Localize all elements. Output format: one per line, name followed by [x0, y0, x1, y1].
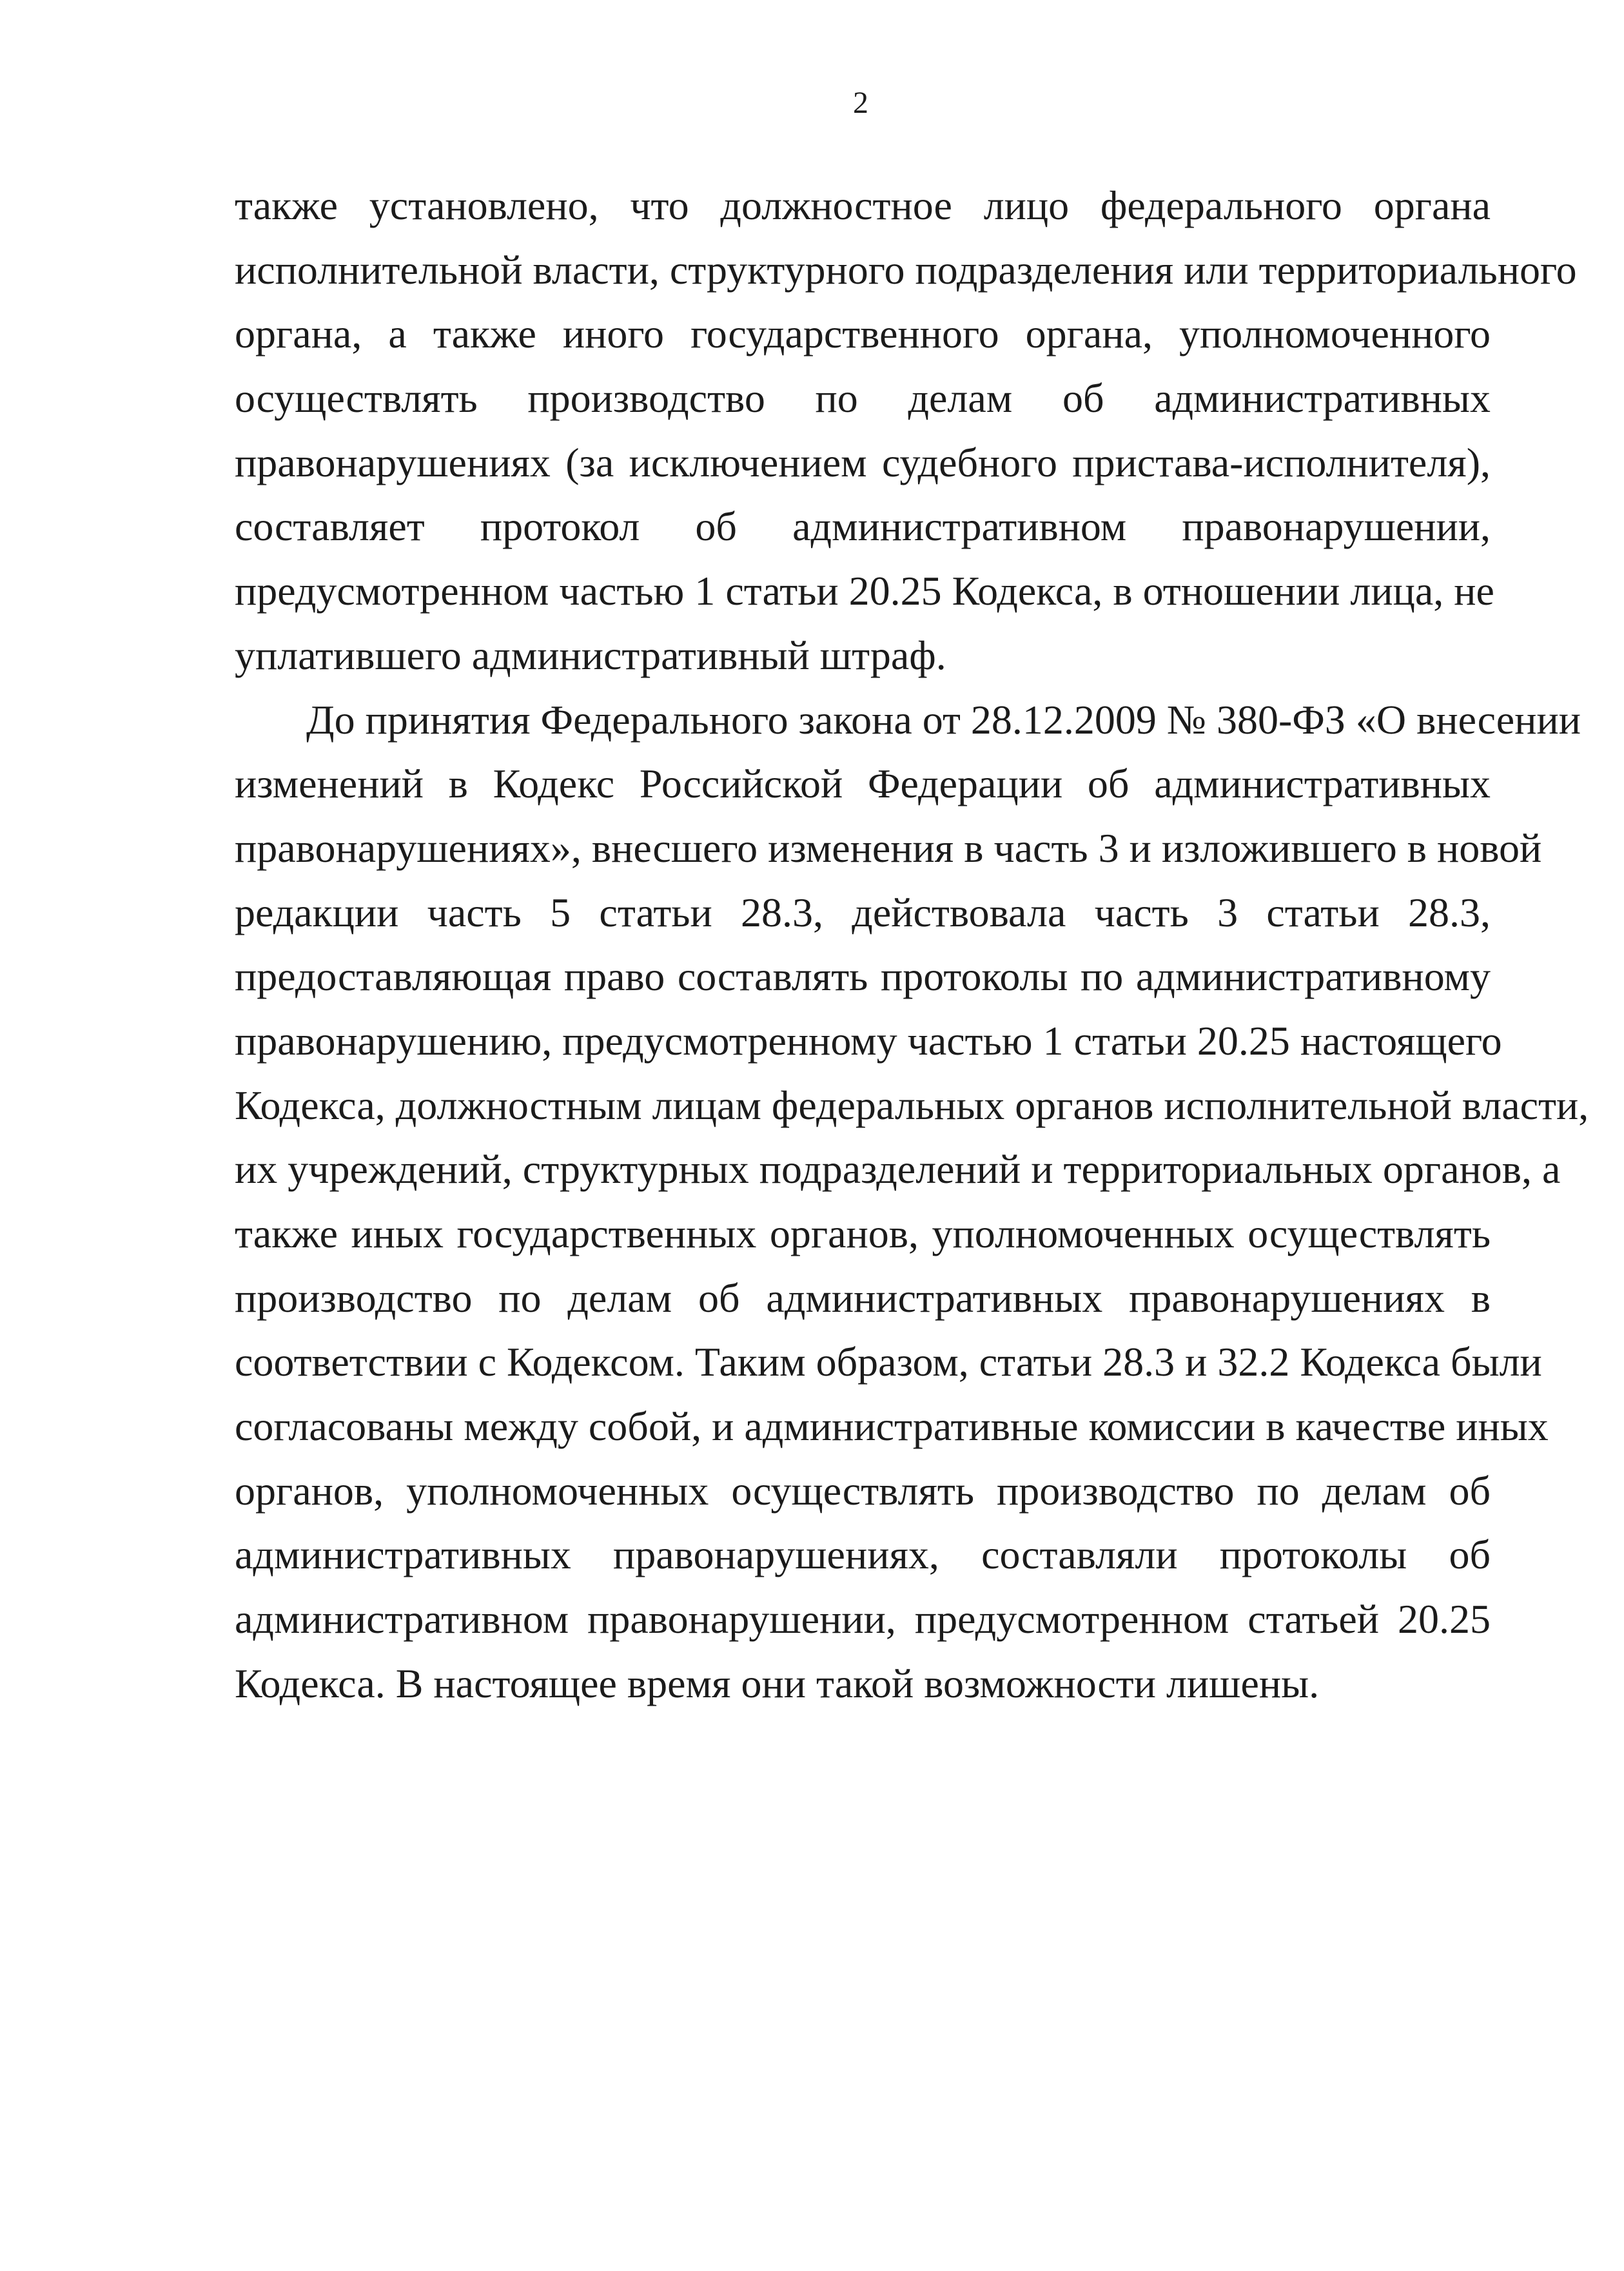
text-line: редакции часть 5 статьи 28.3, действовала часть 3 статьи 28.3, [235, 889, 1491, 935]
text-line: уплатившего административный штраф. [235, 632, 946, 678]
text-line: также установлено, что должностное лицо федерального органа [235, 182, 1491, 228]
text-line: производство по делам об административных правонарушениях в [235, 1274, 1491, 1321]
text-line: правонарушению, предусмотренному частью 1 статьи 20.25 настоящего [235, 1017, 1502, 1064]
text-line: их учреждений, структурных подразделений и территориальных органов, а [235, 1146, 1561, 1193]
document-body [235, 173, 1589, 1716]
text-line: органа, а также иного государственного органа, уполномоченного [235, 311, 1491, 357]
text-line: исполнительной власти, структурного подразделения или территориального [235, 246, 1577, 293]
text-line: согласованы между собой, и административные комиссии в качестве иных [235, 1403, 1549, 1450]
text-line: предоставляющая право составлять протоколы по административному [235, 953, 1491, 1000]
page-number: 2 [853, 86, 868, 120]
text-line: Кодекса. В настоящее время они такой возможности лишены. [235, 1660, 1320, 1706]
text-line: составляет протокол об административном правонарушении, [235, 503, 1491, 550]
text-line: изменений в Кодекс Российской Федерации об административных [235, 761, 1491, 807]
paragraph-2 [235, 688, 1589, 1716]
paragraph-1 [235, 173, 1577, 688]
text-line: правонарушениях», внесшего изменения в часть 3 и изложившего в новой [235, 824, 1542, 871]
text-line: органов, уполномоченных осуществлять производство по делам об [235, 1467, 1491, 1514]
text-line: административных правонарушениях, составляли протоколы об [235, 1532, 1491, 1578]
text-line: предусмотренном частью 1 статьи 20.25 Кодекса, в отношении лица, не [235, 568, 1494, 614]
text-line: До принятия Федерального закона от 28.12.2009 № 380-ФЗ «О внесении [306, 696, 1581, 743]
text-line: административном правонарушении, предусмотренном статьей 20.25 [235, 1596, 1491, 1642]
text-line: Кодекса, должностным лицам федеральных органов исполнительной власти, [235, 1082, 1589, 1128]
text-line: также иных государственных органов, уполномоченных осуществлять [235, 1211, 1491, 1256]
text-line: соответствии с Кодексом. Таким образом, статьи 28.3 и 32.2 Кодекса были [235, 1339, 1542, 1385]
text-line: правонарушениях (за исключением судебного пристава-исполнителя), [235, 439, 1491, 485]
text-line: осуществлять производство по делам об административных [235, 375, 1491, 422]
